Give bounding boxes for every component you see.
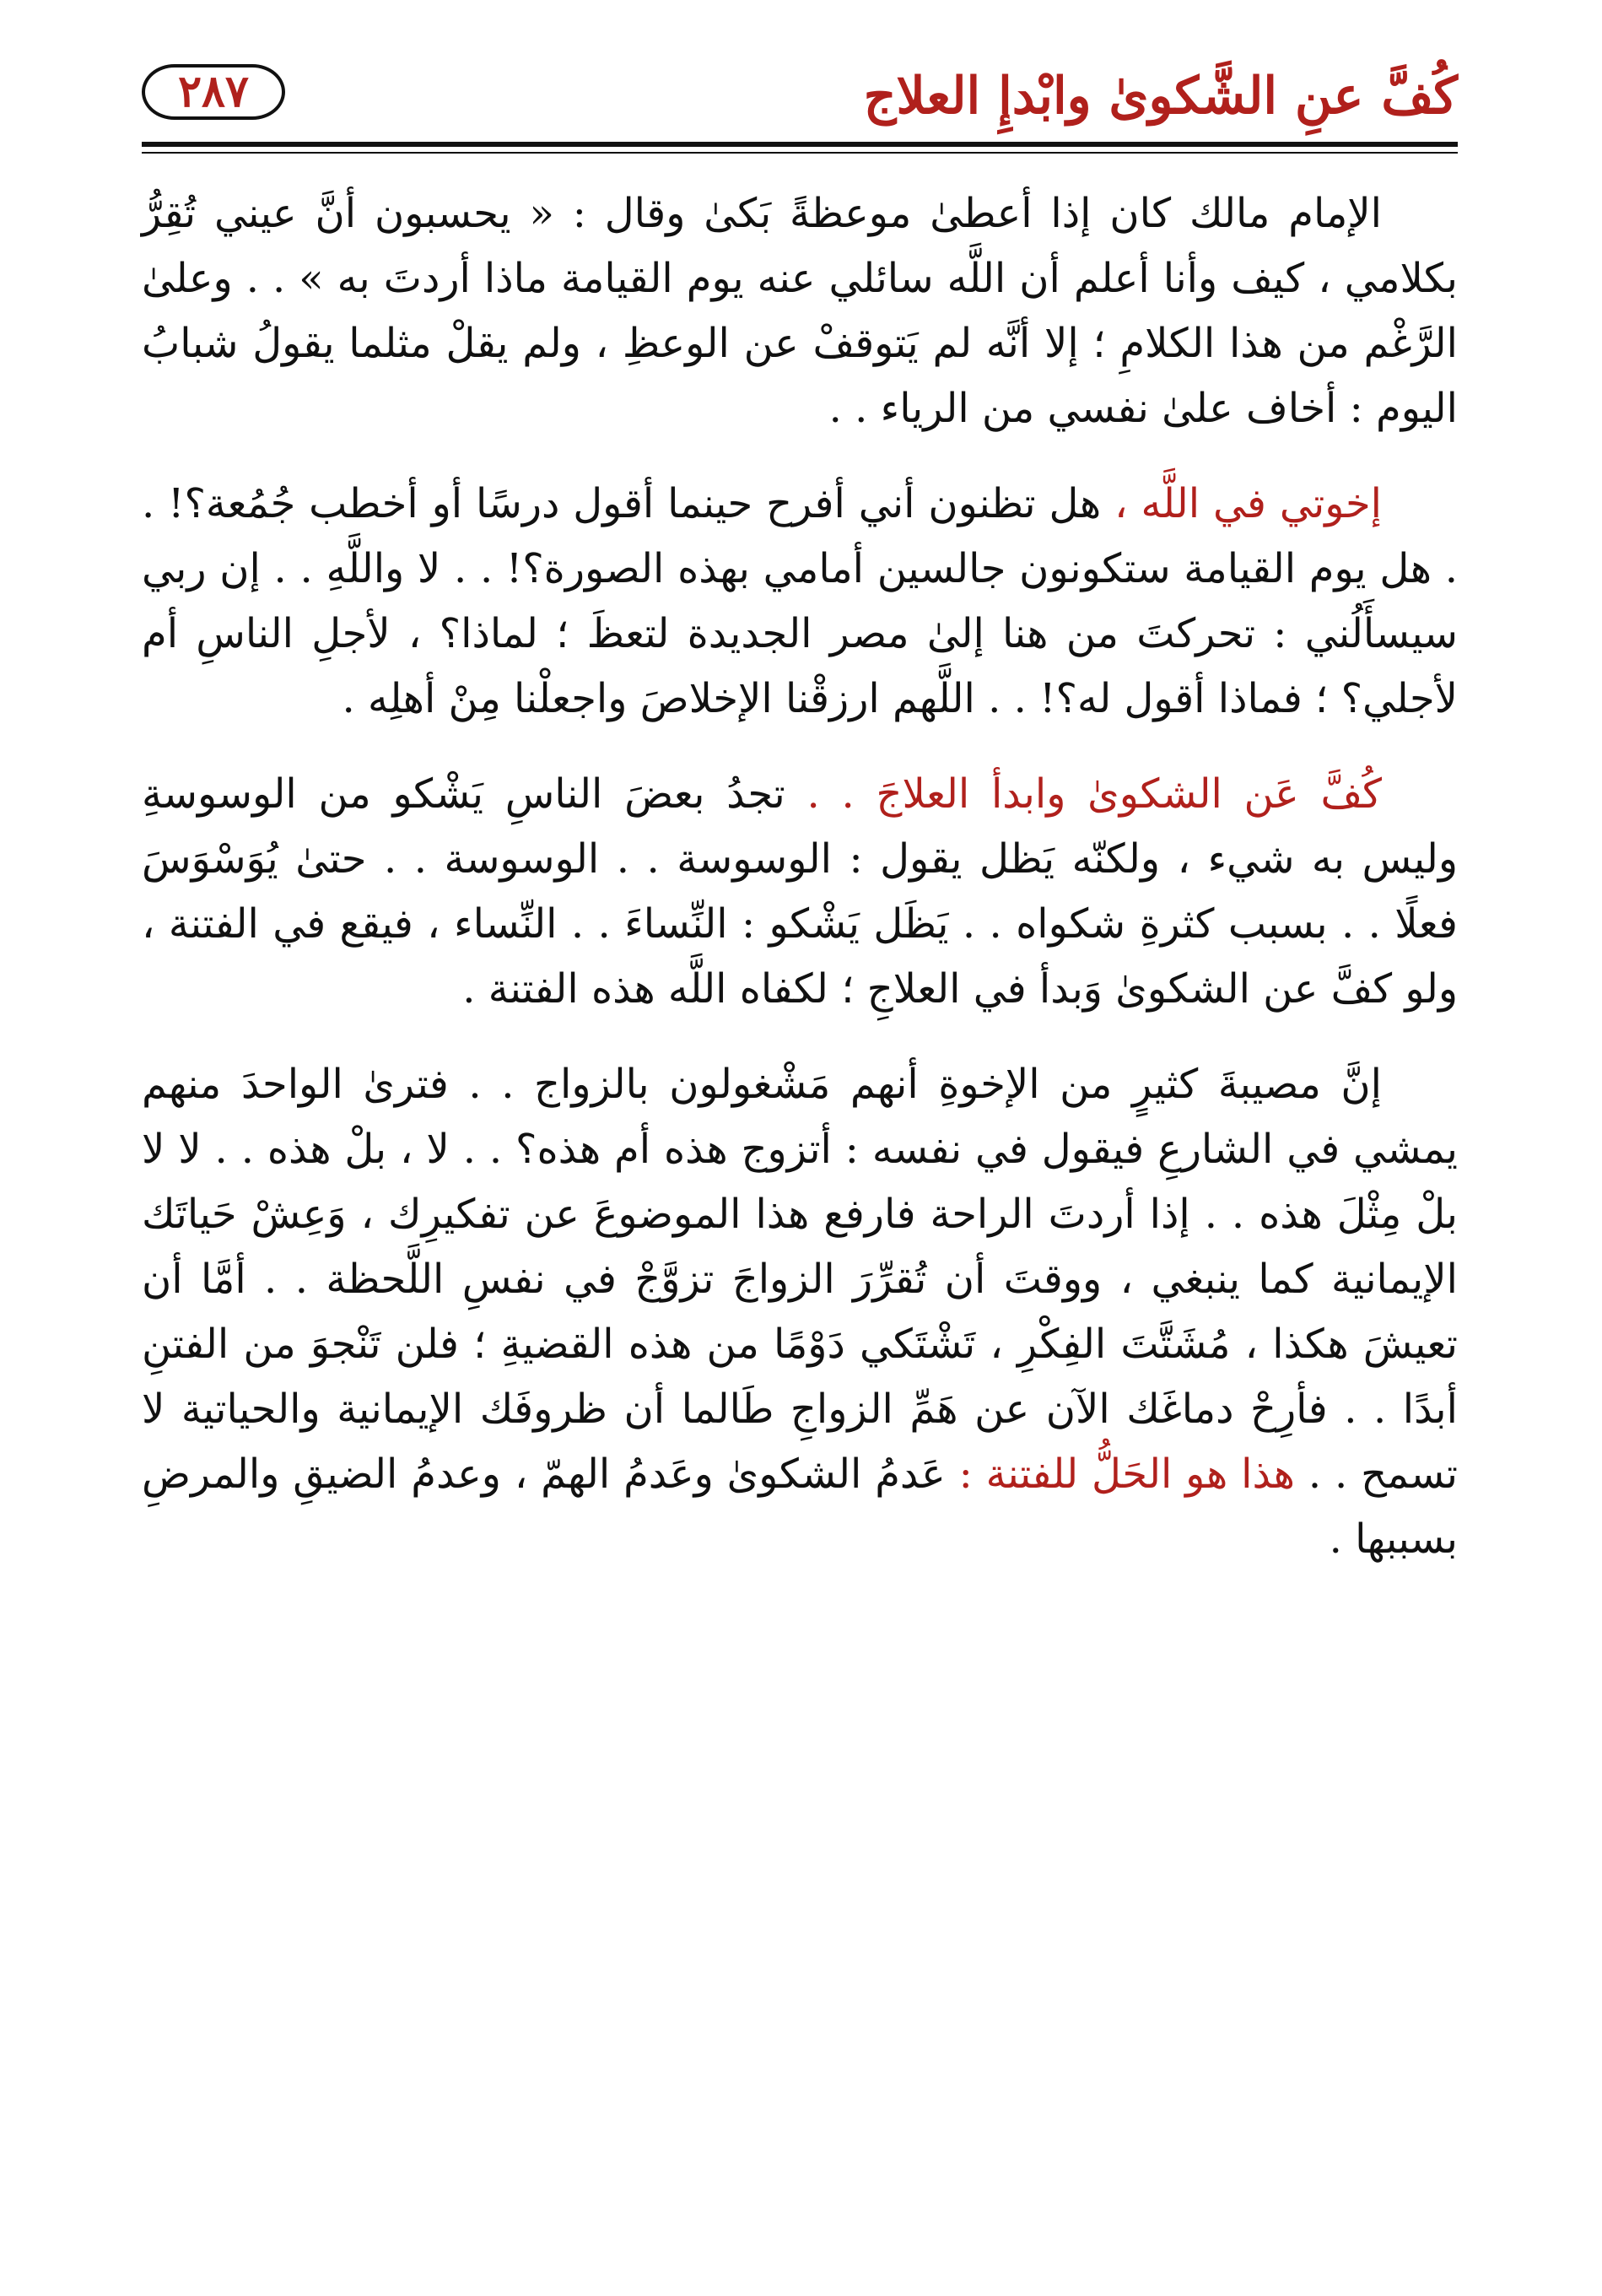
page-number: ٢٨٧ [178,66,249,117]
paragraph-3-lead: كُفَّ عَن الشكوىٰ وابدأ العلاجَ . . [806,770,1382,818]
paragraph-2-lead: إخوتي في اللَّه ، [1114,480,1382,527]
paragraph-4-highlight: هذا هو الحَلُّ للفتنة : [958,1451,1295,1498]
header-rule-thick [142,142,1458,147]
paragraph-4 [142,1052,1458,1572]
running-title: كُفَّ عنِ الشَّكوىٰ وابْدإِ العلاج [863,67,1458,126]
paragraph-2 [142,472,1458,732]
header-rule-thin [142,152,1458,154]
paragraph-4-text: إنَّ مصيبةَ كثيرٍ من الإخوةِ أنهم مَشْغولون بالزواج . . فترىٰ الواحدَ منهم يمشي في الشارعِ فيقول في نفسه : أتزوج هذه أم هذه؟ . . لا ، بلْ هذه . . لا لا بلْ مِثْلَ هذه . . إذا أردتَ الراحة فارفع هذا الموضوعَ عن تفكيرِك ، وَعِشْ حَياتَك الإيمانية كما ينبغي ، ووقتَ أن تُقرِّرَ الزواجَ تزوَّجْ في نفسِ اللَّحظة . . أمَّا أن تعيشَ هكذا ، مُشَتَّتَ الفِكْرِ ، تَشْتَكي دَوْمًا من هذه القضيةِ ؛ فلن تَنْجوَ من الفتنِ أبدًا . . فأرِحْ دماغَك الآن عن هَمِّ الزواجِ طَالما أن ظروفَك الإيمانية والحياتية لا تسمح . . [142,1061,1458,1498]
paragraph-1 [142,181,1458,441]
paragraph-2-text: هل تظنون أني أفرح حينما أقول درسًا أو أخطب جُمُعة؟! . . هل يوم القيامة ستكونون جالسين أمامي بهذه الصورة؟! . . لا واللَّهِ . . إن ربي سيسأَلُني : تحركتَ من هنا إلىٰ مصر الجديدة لتعظَ ؛ لماذا؟ ، لأجلِ الناسِ أم لأجلي؟ ؛ فماذا أقول له؟! . . اللَّهم ارزقْنا الإخلاصَ واجعلْنا مِنْ أهلِه . [142,480,1458,722]
body-text [142,181,1458,1602]
paragraph-1-text: الإمام مالك كان إذا أعطىٰ موعظةً بَكىٰ وقال : « يحسبون أنَّ عيني تُقِرُّ بكلامي ، كيف وأنا أعلم أن اللَّه سائلي عنه يوم القيامة ماذا أردتَ به » . . وعلىٰ الرَّغْم من هذا الكلامِ ؛ إلا أنَّه لم يَتوقفْ عن الوعظِ ، ولم يقلْ مثلما يقولُ شبابُ اليوم : أخاف علىٰ نفسي من الرياء . . [142,190,1458,432]
paragraph-3 [142,762,1458,1022]
paragraph-3-text: تجدُ بعضَ الناسِ يَشْكو من الوسوسةِ وليس به شيء ، ولكنّه يَظل يقول : الوسوسة . . الوسوسة . . حتىٰ يُوَسْوَسَ فعلًا . . بسبب كثرةِ شكواه . . يَظَل يَشْكو : النِّساءَ . . النِّساء ، فيقع في الفتنة ، ولو كفَّ عن الشكوىٰ وَبدأ في العلاجِ ؛ لكفاه اللَّه هذه الفتنة . [142,770,1458,1013]
paragraph-4-after: عَدمُ الشكوىٰ وعَدمُ الهمّ ، وعدمُ الضيقِ والمرضِ بسببها . [142,1451,1458,1563]
page-header [142,59,1458,137]
page-number-badge [142,64,285,120]
